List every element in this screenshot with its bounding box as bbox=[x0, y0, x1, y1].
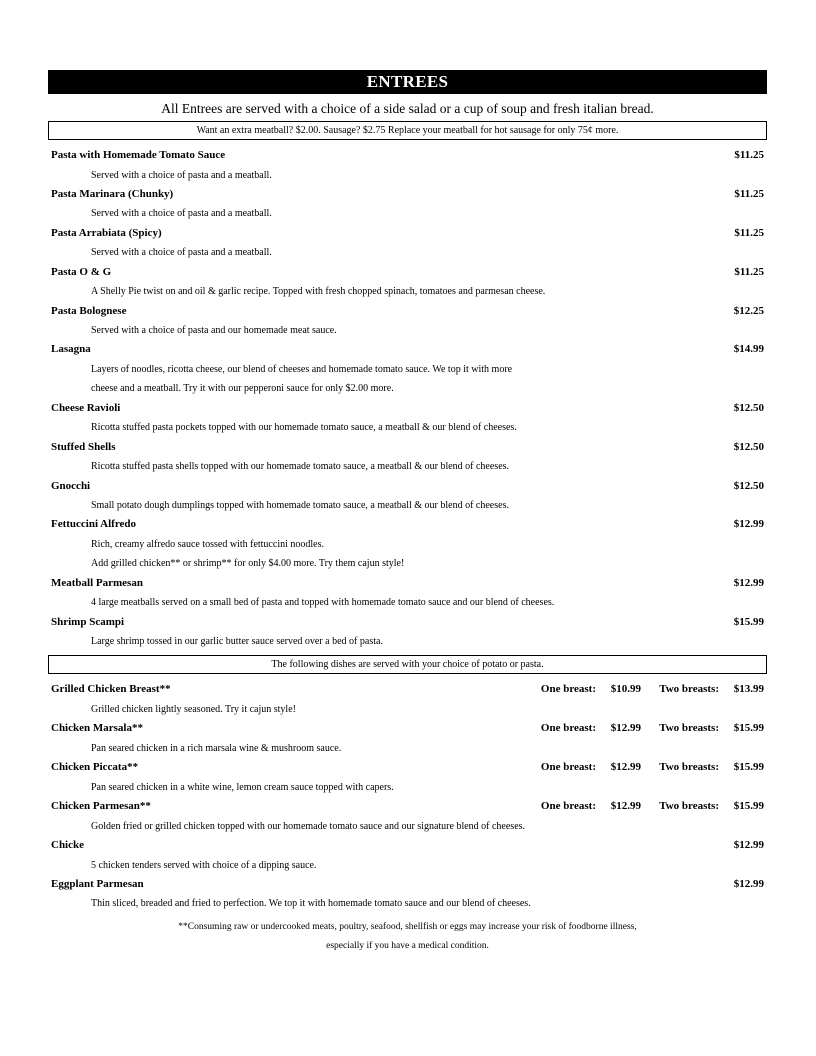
menu-item-row bbox=[51, 574, 764, 594]
two-breasts-price: $13.99 bbox=[733, 683, 764, 696]
menu-item-row bbox=[51, 797, 764, 817]
menu-item-description: cheese and a meatball. Try it with our pepperoni sauce for only $2.00 more. bbox=[91, 383, 394, 395]
menu-item-row bbox=[51, 515, 764, 535]
menu-item-description: Served with a choice of pasta and a meatball. bbox=[91, 247, 272, 259]
menu-item bbox=[51, 613, 764, 652]
menu-item-row bbox=[51, 438, 764, 458]
menu-item-row bbox=[51, 875, 764, 895]
menu-item bbox=[51, 797, 764, 836]
menu-item-description: Pan seared chicken in a rich marsala wine & mushroom sauce. bbox=[91, 742, 342, 754]
menu-item-row bbox=[51, 680, 764, 700]
menu-item-description: Golden fried or grilled chicken topped with our homemade tomato sauce and our signature blend of cheeses. bbox=[91, 820, 526, 832]
menu-item-row bbox=[51, 758, 764, 778]
menu-item-price: $14.99 bbox=[733, 343, 764, 356]
entrees-subtitle: All Entrees are served with a choice of a side salad or a cup of soup and fresh italian bread. bbox=[161, 101, 654, 116]
menu-item-name: Chicke bbox=[51, 839, 84, 852]
menu-page bbox=[48, 70, 767, 956]
menu-item-row bbox=[51, 399, 764, 419]
two-breasts-price: $15.99 bbox=[733, 761, 764, 774]
menu-item-row bbox=[51, 613, 764, 633]
menu-item-price: $11.25 bbox=[734, 265, 764, 278]
menu-item-name: Pasta Arrabiata (Spicy) bbox=[51, 226, 162, 239]
menu-item-name: Grilled Chicken Breast** bbox=[51, 683, 171, 696]
menu-item bbox=[51, 574, 764, 613]
menu-item-description: Grilled chicken lightly seasoned. Try it cajun style! bbox=[91, 703, 296, 715]
chicken-list bbox=[48, 680, 767, 836]
menu-item-description: Served with a choice of pasta and a meatball. bbox=[91, 208, 272, 220]
menu-item bbox=[51, 836, 764, 875]
menu-item-name: Chicken Marsala** bbox=[51, 722, 143, 735]
menu-item bbox=[51, 185, 764, 224]
menu-item bbox=[51, 477, 764, 516]
menu-item-description: Thin sliced, breaded and fried to perfection. We top it with homemade tomato sauce and our blend of cheeses. bbox=[91, 898, 531, 910]
menu-item-description: Served with a choice of pasta and a meatball. bbox=[91, 169, 272, 181]
two-breasts-price: $15.99 bbox=[733, 722, 764, 735]
menu-item-name: Eggplant Parmesan bbox=[51, 877, 144, 890]
menu-item-description: Pan seared chicken in a white wine, lemon cream sauce topped with capers. bbox=[91, 781, 394, 793]
menu-item-description: Ricotta stuffed pasta pockets topped with our homemade tomato sauce, a meatball & our blend of cheeses. bbox=[91, 422, 517, 434]
menu-item-description: A Shelly Pie twist on and oil & garlic recipe. Topped with fresh chopped spinach, tomatoes and parmesan cheese. bbox=[91, 286, 546, 298]
pasta-list bbox=[48, 146, 767, 651]
menu-item-price: $12.99 bbox=[733, 877, 764, 890]
menu-item-row bbox=[51, 719, 764, 739]
menu-item bbox=[51, 146, 764, 185]
two-breasts-price: $15.99 bbox=[733, 800, 764, 813]
menu-item-name: Pasta Marinara (Chunky) bbox=[51, 187, 174, 200]
menu-item bbox=[51, 758, 764, 797]
one-breast-price: $12.99 bbox=[610, 722, 641, 735]
menu-item-name: Gnocchi bbox=[51, 479, 91, 492]
menu-item-description: Small potato dough dumplings topped with homemade tomato sauce, a meatball & our blend of cheeses. bbox=[91, 500, 509, 512]
menu-item-price: $12.99 bbox=[733, 839, 764, 852]
menu-item-name: Cheese Ravioli bbox=[51, 401, 121, 414]
menu-item-row bbox=[51, 836, 764, 856]
one-breast-price: $12.99 bbox=[610, 800, 641, 813]
menu-item-description: Rich, creamy alfredo sauce tossed with fettuccini noodles. bbox=[91, 538, 324, 550]
extras-note: Want an extra meatball? $2.00. Sausage? $2.75 Replace your meatball for hot sausage for only 75¢ more. bbox=[48, 121, 767, 140]
menu-item bbox=[51, 875, 764, 914]
page-title: ENTREES bbox=[48, 70, 767, 94]
menu-item-price: $12.50 bbox=[733, 479, 764, 492]
menu-item-name: Chicken Piccata** bbox=[51, 761, 139, 774]
one-breast-price: $12.99 bbox=[610, 761, 641, 774]
one-breast-label: One breast: bbox=[540, 761, 596, 774]
menu-item-price: $12.99 bbox=[733, 518, 764, 531]
two-breasts-label: Two breasts: bbox=[659, 800, 719, 813]
one-breast-label: One breast: bbox=[540, 722, 596, 735]
menu-item-name: Pasta O & G bbox=[51, 265, 112, 278]
menu-item-name: Meatball Parmesan bbox=[51, 576, 143, 589]
one-breast-label: One breast: bbox=[540, 683, 596, 696]
menu-item bbox=[51, 515, 764, 573]
menu-item-price: $11.25 bbox=[734, 226, 764, 239]
menu-item-row bbox=[51, 263, 764, 283]
menu-item-row bbox=[51, 477, 764, 497]
menu-item bbox=[51, 302, 764, 341]
menu-item-price: $12.50 bbox=[733, 401, 764, 414]
two-breasts-label: Two breasts: bbox=[659, 761, 719, 774]
menu-item-row bbox=[51, 224, 764, 244]
menu-item bbox=[51, 719, 764, 758]
menu-item bbox=[51, 680, 764, 719]
menu-item-price: $15.99 bbox=[733, 615, 764, 628]
one-breast-label: One breast: bbox=[540, 800, 596, 813]
two-breasts-label: Two breasts: bbox=[659, 722, 719, 735]
footer-line: especially if you have a medical condition. bbox=[326, 940, 489, 951]
menu-item-price: $12.99 bbox=[733, 576, 764, 589]
menu-item bbox=[51, 438, 764, 477]
menu-item-row bbox=[51, 302, 764, 322]
potato-pasta-note: The following dishes are served with your choice of potato or pasta. bbox=[48, 655, 767, 674]
menu-item-name: Chicken Parmesan** bbox=[51, 800, 151, 813]
menu-item-description: 4 large meatballs served on a small bed of pasta and topped with homemade tomato sauce and our blend of cheeses. bbox=[91, 597, 555, 609]
one-breast-price: $10.99 bbox=[610, 683, 641, 696]
menu-item-name: Pasta with Homemade Tomato Sauce bbox=[51, 149, 226, 161]
footer-disclaimer bbox=[48, 918, 767, 956]
menu-item-price: $12.25 bbox=[733, 304, 764, 317]
menu-item-name: Pasta Bolognese bbox=[51, 304, 127, 317]
menu-item-row bbox=[51, 146, 764, 166]
footer-line: **Consuming raw or undercooked meats, poultry, seafood, shellfish or eggs may increase your risk of foodborne illness, bbox=[178, 921, 637, 932]
menu-item-name: Lasagna bbox=[51, 343, 91, 356]
menu-item bbox=[51, 263, 764, 302]
menu-item-description: 5 chicken tenders served with choice of a dipping sauce. bbox=[91, 859, 317, 871]
extra-list bbox=[48, 836, 767, 914]
menu-item-name: Stuffed Shells bbox=[51, 440, 116, 453]
menu-item-description: Layers of noodles, ricotta cheese, our blend of cheeses and homemade tomato sauce. We top it with more bbox=[91, 363, 513, 375]
menu-item-price: $12.50 bbox=[733, 440, 764, 453]
two-breasts-label: Two breasts: bbox=[659, 683, 719, 696]
menu-item bbox=[51, 399, 764, 438]
menu-item-row bbox=[51, 340, 764, 360]
menu-item-description: Large shrimp tossed in our garlic butter sauce served over a bed of pasta. bbox=[91, 636, 383, 648]
menu-item-row bbox=[51, 185, 764, 205]
menu-item-price: $11.25 bbox=[734, 187, 764, 200]
menu-item-description: Add grilled chicken** or shrimp** for only $4.00 more. Try them cajun style! bbox=[91, 558, 405, 570]
menu-item-name: Fettuccini Alfredo bbox=[51, 518, 137, 531]
menu-item-description: Ricotta stuffed pasta shells topped with our homemade tomato sauce, a meatball & our blend of cheeses. bbox=[91, 461, 510, 473]
menu-item-name: Shrimp Scampi bbox=[51, 615, 125, 628]
menu-item-description: Served with a choice of pasta and our homemade meat sauce. bbox=[91, 325, 337, 337]
menu-item bbox=[51, 340, 764, 398]
menu-item bbox=[51, 224, 764, 263]
menu-item-price: $11.25 bbox=[734, 149, 764, 161]
